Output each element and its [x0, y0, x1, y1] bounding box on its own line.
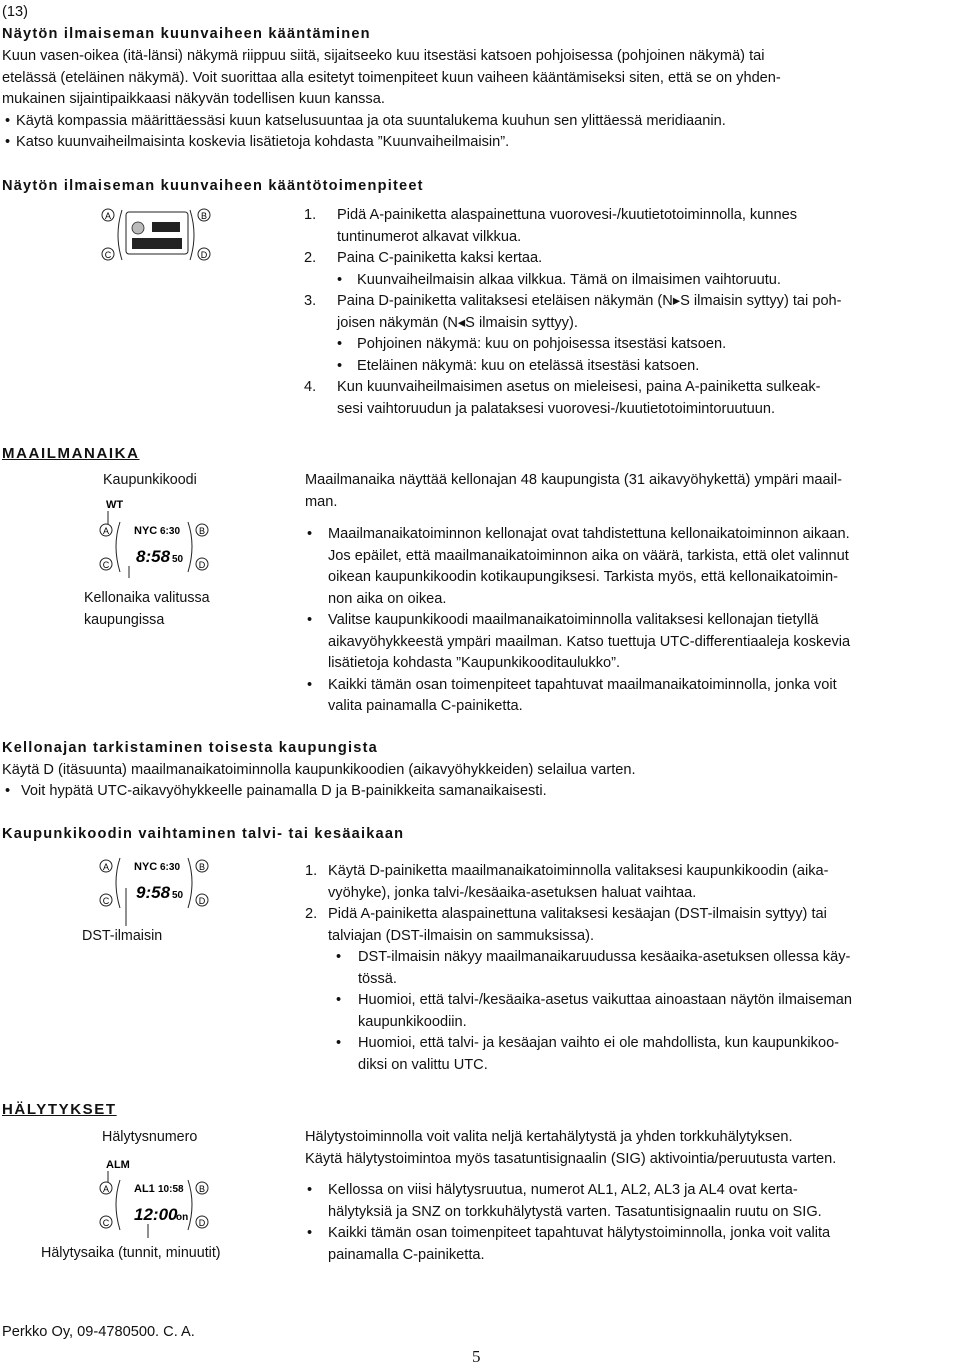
text-line: Maailmanaika näyttää kellonajan 48 kaupungista (31 aikavyöhykettä) ympäri maail- — [305, 472, 843, 488]
bullet-item: • Valitse kaupunkikoodi maailmanaikatoiminnolla valitaksesi kellonajan tietyllä aikavyöhykkeestä ympäri maailman. Katso tuettuja UTC-differentiaaleja koskevia lisätietoja kohdasta ”Kaupunkikooditaulukko”. — [307, 612, 851, 671]
svg-text:C: C — [102, 560, 110, 570]
step-item: 2. Pidä A-painiketta alaspainettuna valitaksesi kesäajan (DST-ilmaisin syttyy) tai talviajan (DST-ilmaisin on sammuksissa). — [305, 906, 827, 944]
moon-steps-list — [304, 205, 954, 420]
svg-text:A: A — [102, 862, 110, 872]
watch-world-time-illustration — [96, 494, 214, 578]
svg-text:A: A — [102, 1184, 110, 1194]
step-item: 3. Paina D-painiketta valitaksesi eteläisen näkymän (N▸S ilmaisin syttyy) tai poh- joisen näkymän (N◂S ilmaisin syttyy). — [304, 293, 842, 331]
bullet-item: • Voit hypätä UTC-aikavyöhykkeelle painamalla D ja B-painikkeita samanaikaisesti. — [5, 783, 547, 799]
section1-paragraph — [2, 46, 957, 154]
world-time-bullets — [305, 524, 955, 718]
mode-label: WT — [106, 499, 124, 511]
page-index: (13) — [2, 4, 28, 20]
svg-text:B: B — [198, 1184, 206, 1194]
section-title-alarms: HÄLYTYKSET — [2, 1101, 117, 1118]
watch-dst-illustration — [96, 852, 214, 926]
text-line: etelässä (eteläinen näkymä). Voit suorittaa alla esitetyt toimenpiteet kuun vaiheen kääntämiseksi siten, että se on yhden- — [2, 69, 781, 86]
caption-time-in-city: Kellonaika valitussa kaupungissa — [84, 590, 210, 628]
alarm-intro — [305, 1127, 955, 1170]
page-number: 5 — [472, 1347, 481, 1366]
svg-text:50: 50 — [172, 890, 184, 901]
substep-item: • Huomioi, että talvi- ja kesäajan vaihto ei ole mahdollista, kun kaupunkikoo- diksi on valittu UTC. — [336, 1035, 840, 1073]
caption-alarm-time: Hälytysaika (tunnit, minuutit) — [41, 1245, 221, 1261]
svg-text:A: A — [102, 526, 110, 536]
svg-text:C: C — [104, 250, 112, 260]
seconds-digits: 50 — [172, 554, 184, 565]
section-title-check-other-city: Kellonajan tarkistaminen toisesta kaupungista — [2, 740, 378, 756]
text-line: Käytä hälytystoimintoa myös tasatuntisignaalin (SIG) aktivointia/peruutusta varten. — [305, 1150, 837, 1167]
button-a-letter: A — [104, 211, 112, 221]
text-line: mukainen sijaintipaikkaasi näkyvän todellisen kuun kanssa. — [2, 91, 385, 107]
svg-text:D: D — [198, 896, 206, 906]
svg-text:on: on — [176, 1212, 189, 1223]
svg-text:ALM: ALM — [106, 1159, 130, 1171]
bullet-item: • Käytä kompassia määrittäessäsi kuun katselusuuntaa ja ota suuntalukema kuuhun sen ylittäessä meridiaanin. — [5, 112, 726, 129]
svg-text:9:58: 9:58 — [136, 883, 171, 902]
svg-text:12:00: 12:00 — [134, 1205, 178, 1224]
svg-text:B: B — [198, 862, 206, 872]
city-code-text: NYC — [134, 525, 158, 537]
dst-steps-list — [305, 861, 955, 1076]
text-line: Kuun vasen-oikea (itä-länsi) näkymä riippuu siitä, sijaitseeko kuu itsestäsi katsoen pohjoisessa (pohjoinen näkymä) tai — [2, 48, 765, 64]
caption-city-code: Kaupunkikoodi — [103, 472, 197, 488]
caption-alarm-number: Hälytysnumero — [102, 1129, 198, 1145]
svg-text:C: C — [102, 1218, 110, 1228]
step-item: 1. Pidä A-painiketta alaspainettuna vuorovesi-/kuutietotoiminnolla, kunnes tuntinumerot alkavat vilkkua. — [304, 207, 797, 245]
svg-text:10:58: 10:58 — [158, 1184, 184, 1195]
bullet-item: • Kaikki tämän osan toimenpiteet tapahtuvat maailmanaikatoiminnolla, jonka voit valita painamalla C-painiketta. — [307, 676, 837, 714]
footer-company: Perkko Oy, 09-4780500. C. A. — [2, 1324, 195, 1340]
svg-text:NYC: NYC — [134, 861, 158, 873]
section4-paragraph: Käytä D (itäsuunta) maailmanaikatoiminnolla kaupunkikoodien (aikavyöhykkeiden) selailua varten. — [2, 762, 636, 778]
substep-item: • Kuunvaiheilmaisin alkaa vilkkua. Tämä on ilmaisimen vaihtoruutu. — [337, 271, 781, 288]
watch-moon-display-illustration — [98, 202, 216, 268]
section-title-moon-reverse: Näytön ilmaiseman kuunvaiheen kääntäminen — [2, 26, 371, 42]
alarm-bullets — [305, 1180, 955, 1266]
section-title-world-time: MAAILMANAIKA — [2, 445, 140, 462]
svg-text:D: D — [200, 250, 208, 260]
svg-text:D: D — [198, 560, 206, 570]
substep-item: • Huomioi, että talvi-/kesäaika-asetus vaikuttaa ainoastaan näytön ilmaiseman kaupunkikoodiin. — [336, 992, 853, 1030]
svg-text:C: C — [102, 896, 110, 906]
step-item: 1. Käytä D-painiketta maailmanaikatoiminnolla valitaksesi kaupunkikoodin (aika- vyöhyke), jonka talvi-/kesäaika-asetuksen haluat vaihtaa. — [305, 863, 829, 901]
bullet-item: • Katso kuunvaiheilmaisinta koskevia lisätietoja kohdasta ”Kuunvaiheilmaisin”. — [5, 134, 510, 150]
bullet-item: • Kaikki tämän osan toimenpiteet tapahtuvat hälytystoiminnolla, jonka voit valita painamalla C-painiketta. — [307, 1225, 831, 1263]
substep-item: • Eteläinen näkymä: kuu on etelässä itsestäsi katsoen. — [337, 357, 700, 374]
bullet-item: • Maailmanaikatoiminnon kellonajat ovat tahdistettuna kellonaikatoiminnon aikaan. Jos epäilet, että maailmanaikatoiminnon aika on väärä, tarkista, että olet valinnut oikean kaupunkikoodin kotikaupungiksesi. Tarkista myös, että kellonaikatoimin- non aika on oikea. — [307, 526, 850, 607]
substep-item: • Pohjoinen näkymä: kuu on pohjoisessa itsestäsi katsoen. — [337, 336, 727, 352]
svg-text:D: D — [198, 1218, 206, 1228]
moon-phase-icon — [132, 222, 144, 234]
caption-dst-indicator: DST-ilmaisin — [82, 928, 163, 944]
text-line: Hälytystoiminnolla voit valita neljä kertahälytystä ja yhden torkkuhälytyksen. — [305, 1129, 793, 1145]
section-title-moon-procedure: Näytön ilmaiseman kuunvaiheen kääntötoimenpiteet — [2, 178, 424, 194]
text-line: man. — [305, 493, 338, 510]
step-item: 2. Paina C-painiketta kaksi kertaa. — [304, 250, 543, 266]
substep-item: • DST-ilmaisin näkyy maailmanaikaruudussa kesäaika-asetuksen ollessa käy- tössä. — [336, 949, 851, 987]
svg-text:B: B — [198, 526, 206, 536]
svg-text:6:30: 6:30 — [160, 862, 181, 873]
step-item: 4. Kun kuunvaiheilmaisimen asetus on mieleisesi, paina A-painiketta sulkeak- sesi vaihtoruudun ja palataksesi vuorovesi-/kuutietotoimintoruutuun. — [304, 379, 821, 417]
watch-alarm-illustration — [96, 1150, 214, 1238]
city-time-small: 6:30 — [160, 526, 181, 537]
svg-text:B: B — [200, 211, 208, 221]
bullet-item: • Kellossa on viisi hälytysruutua, numerot AL1, AL2, AL3 ja AL4 ovat kerta- hälytyksiä ja SNZ on torkkuhälytystä varten. Tasatuntisignaalin ruutu on SIG. — [307, 1182, 822, 1220]
city-time-main: 8:58 — [136, 547, 171, 566]
world-time-text — [305, 470, 955, 513]
svg-text:AL1: AL1 — [134, 1183, 155, 1195]
section-title-dst: Kaupunkikoodin vaihtaminen talvi- tai kesäaikaan — [2, 826, 405, 842]
